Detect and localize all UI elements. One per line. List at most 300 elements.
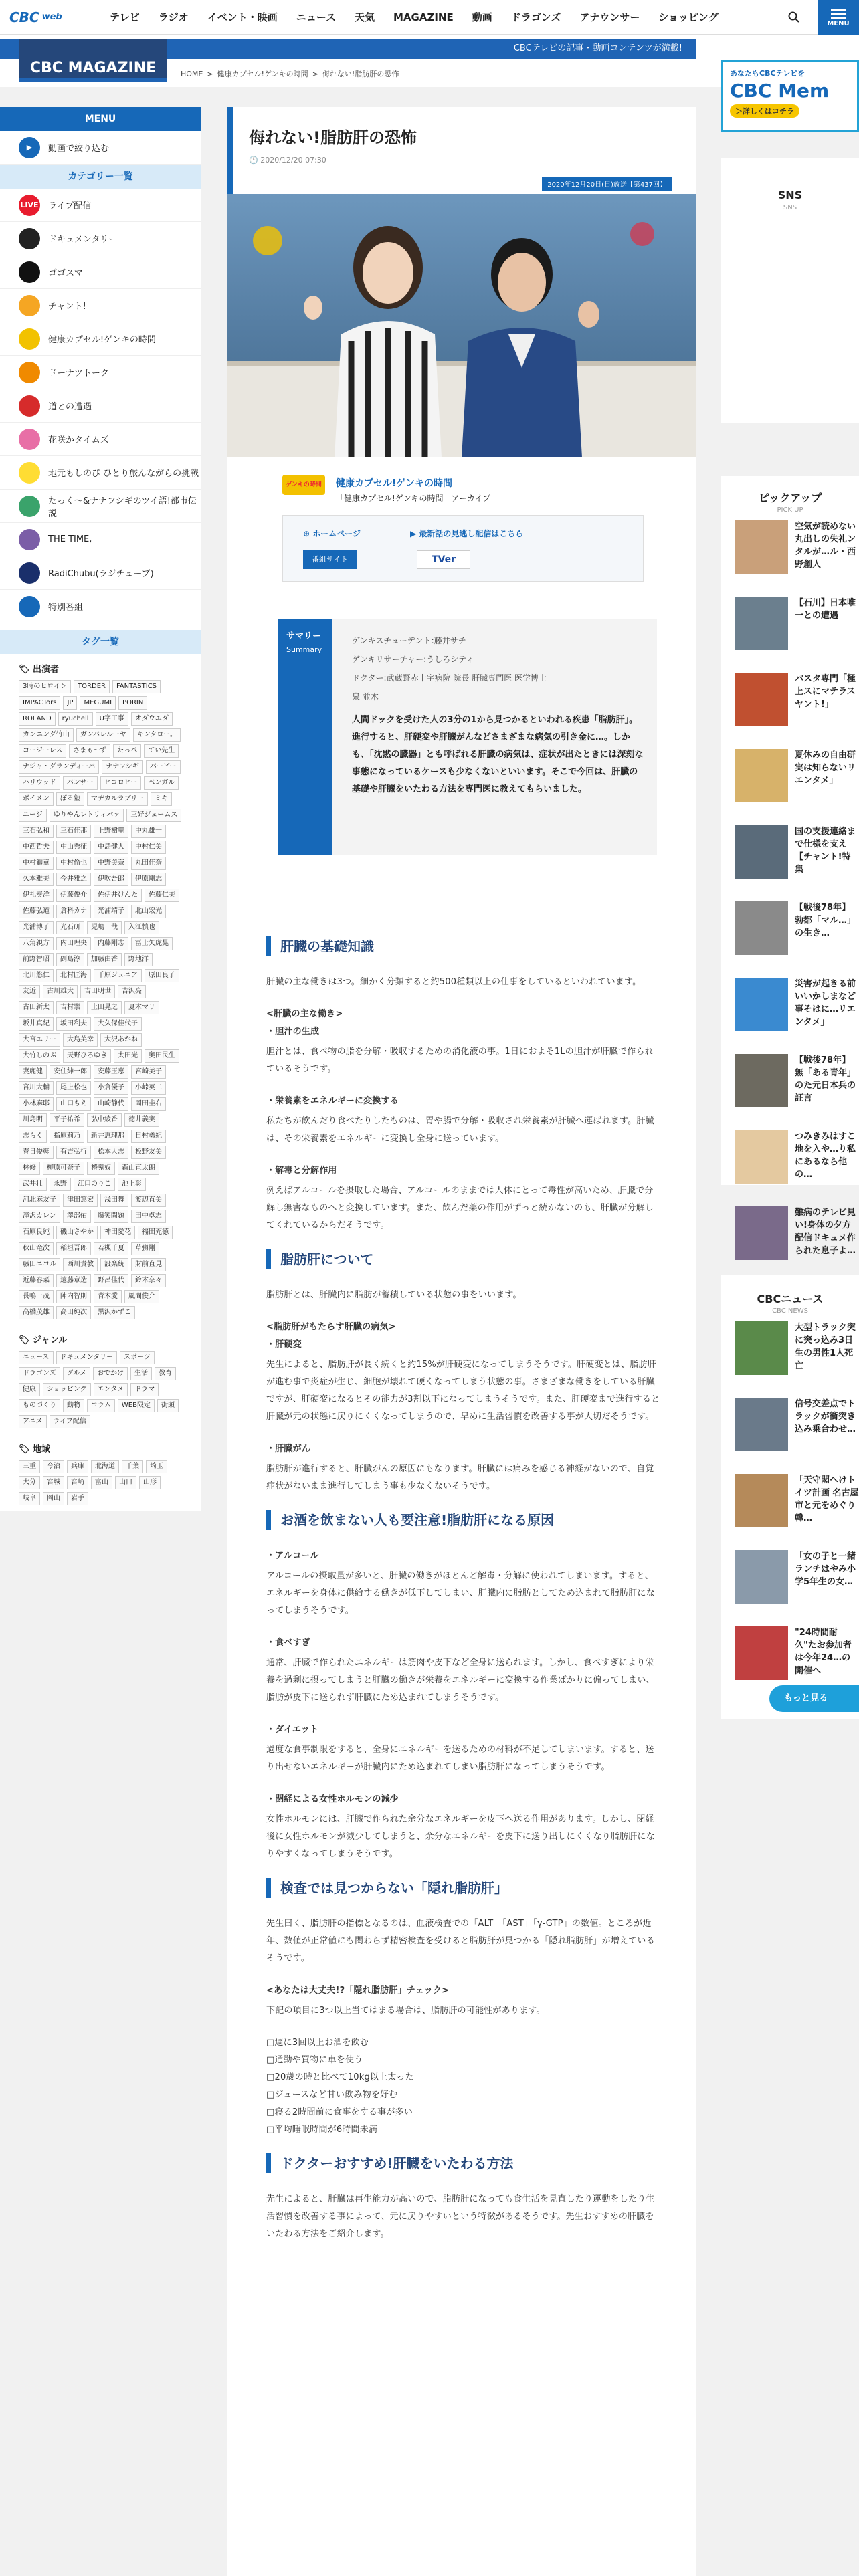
tag-link[interactable]: 北山宏光	[131, 905, 166, 918]
tag-link[interactable]: ニュース	[19, 1351, 54, 1364]
tag-link[interactable]: 鈴木奈々	[131, 1274, 166, 1287]
paragraph	[266, 1915, 661, 1967]
paragraph-text: 通常、肝臓で作られたエネルギーは筋肉や皮下など全身に送られます。しかし、食べすぎにより栄養を過剰に摂ってしまうと肝臓の働きが栄養をエネルギーに変換する作業ばかりに偏ってしまい、脂肪が皮下に送られず肝臓にため込まれてしまうそうです。	[266, 1658, 655, 1703]
nav-item[interactable]: テレビ	[110, 11, 140, 23]
tag-link[interactable]: 岐阜	[19, 1492, 40, 1505]
summary-box	[278, 619, 657, 855]
tag-link[interactable]: 大宮エリー	[19, 1033, 60, 1047]
program-site-button[interactable]: 番組サイト	[303, 550, 357, 569]
tag-link[interactable]: MEGUMI	[80, 696, 116, 710]
tag-link[interactable]: 上野樹里	[94, 825, 128, 838]
tag-link[interactable]: 磯山さやか	[56, 1226, 98, 1239]
nav-item[interactable]: ドラゴンズ	[510, 11, 561, 23]
paragraph	[266, 1791, 661, 1863]
sns-box	[721, 158, 859, 423]
homepage-link[interactable]: ⊕ ホームページ	[303, 529, 361, 538]
tag-link[interactable]: 生活	[130, 1367, 152, 1380]
category-icon	[19, 429, 40, 450]
tag-link[interactable]: 春日俊彰	[19, 1146, 54, 1159]
tag-link[interactable]: 今治	[43, 1460, 64, 1473]
tag-link[interactable]: 原田良子	[145, 969, 179, 982]
pickup-item[interactable]	[721, 1206, 859, 1276]
category-icon	[19, 462, 40, 484]
tag-link[interactable]: ミキ	[151, 792, 172, 806]
tag-link[interactable]: 内藤剛志	[94, 937, 128, 950]
tag-link[interactable]: ドキュメンタリー	[56, 1351, 118, 1364]
tag-link[interactable]: 大久保佳代子	[94, 1017, 142, 1031]
tag-link[interactable]: 奥田民生	[145, 1049, 179, 1063]
tag-link[interactable]: 佐藤弘道	[19, 905, 54, 918]
tag-link[interactable]: 佐伊井けんた	[94, 889, 142, 902]
tag-link[interactable]: 中村仁美	[131, 841, 166, 854]
tag-link[interactable]: 小林麻耶	[19, 1097, 54, 1111]
tag-link[interactable]: 川島明	[19, 1113, 47, 1127]
tag-link[interactable]: パーピー	[146, 760, 181, 774]
pickup-item[interactable]	[721, 1054, 859, 1123]
tag-link[interactable]: 黒沢かずこ	[94, 1306, 135, 1319]
tag-link[interactable]: 児嶋一哉	[87, 921, 122, 934]
tag-link[interactable]: U字工事	[96, 712, 128, 726]
tag-link[interactable]: TORDER	[74, 680, 110, 693]
news-title: CBCニュース	[757, 1293, 824, 1305]
tag-link[interactable]: 富山	[91, 1476, 112, 1489]
tag-link[interactable]: ライブ配信	[50, 1415, 90, 1428]
tag-link[interactable]: 草彅剛	[131, 1242, 159, 1255]
tag-link[interactable]: IMPACTors	[19, 696, 60, 710]
tag-link[interactable]: 三重	[19, 1460, 40, 1473]
nav-item[interactable]: 動画	[472, 11, 492, 23]
tag-link[interactable]: ryuchell	[58, 712, 93, 726]
checklist-item: □週に3回以上お酒を飲む	[266, 2038, 369, 2048]
tag-link[interactable]: 尾上松也	[56, 1081, 91, 1095]
tag-link[interactable]: 街頭	[157, 1399, 179, 1412]
nav-item[interactable]: 天気	[355, 11, 375, 23]
tag-link[interactable]: 坂田利夫	[56, 1017, 91, 1031]
breadcrumb-item[interactable]: 侮れない!脂肪肝の恐怖	[322, 70, 399, 78]
paragraph	[266, 1547, 661, 1620]
pickup-thumbnail	[735, 978, 788, 1031]
tag-link[interactable]: 教育	[155, 1367, 176, 1380]
pickup-item[interactable]	[721, 1130, 859, 1200]
breadcrumb-item[interactable]: HOME	[181, 70, 203, 78]
tag-link[interactable]: 吉村崇	[56, 1001, 84, 1014]
sidebar-item-category[interactable]	[0, 423, 201, 456]
program-name[interactable]: 健康カプセル!ゲンキの時間	[336, 478, 452, 489]
tag-link[interactable]: 山形	[139, 1476, 161, 1489]
tag-link[interactable]: ガンバレルーヤ	[76, 728, 130, 742]
tag-link[interactable]: 永野	[50, 1178, 71, 1191]
tag-link[interactable]: 遠藤章造	[56, 1274, 91, 1287]
tag-link[interactable]: マヂカルラブリー	[87, 792, 148, 806]
tag-link[interactable]: 柳原可奈子	[43, 1162, 84, 1175]
nav-items	[100, 0, 728, 35]
tag-link[interactable]: 中丸雄一	[131, 825, 166, 838]
sidebar-item-category[interactable]	[0, 222, 201, 255]
sidebar-item-category[interactable]	[0, 389, 201, 423]
tag-link[interactable]: 中西哲夫	[19, 841, 54, 854]
category-title: カテゴリー一覧	[0, 165, 201, 189]
tag-link[interactable]: ゆりやんレトリィバァ	[50, 809, 124, 822]
tag-link[interactable]: キンタロー。	[133, 728, 181, 742]
tag-link[interactable]: 今井雅之	[56, 873, 91, 886]
paragraph	[266, 1006, 661, 1078]
paragraph-text: 私たちが飲んだり食べたりしたものは、胃や腸で分解・吸収され栄養素が肝臓へ運ばれます。肝臓は、その栄養素をエネルギーに変換し全身に送っています。	[266, 1116, 654, 1144]
tag-link[interactable]: ナジャ・グランディーバ	[19, 760, 99, 774]
news-item[interactable]	[721, 1398, 859, 1467]
tag-link[interactable]: ROLAND	[19, 712, 56, 726]
tag-link[interactable]: 古田新太	[19, 1001, 54, 1014]
pickup-item[interactable]	[721, 825, 859, 895]
tag-link[interactable]: 安藤玉恵	[94, 1065, 128, 1079]
tag-link[interactable]: 丸田佳奈	[131, 857, 166, 870]
nav-item[interactable]: アナウンサー	[579, 11, 640, 23]
tag-link[interactable]: 大島美幸	[63, 1033, 98, 1047]
tag-link[interactable]: 澤部佑	[63, 1210, 91, 1223]
tag-link[interactable]: さまぁ～ず	[69, 744, 110, 758]
tag-link[interactable]: 青木愛	[94, 1290, 122, 1303]
tag-link[interactable]: 友近	[19, 985, 40, 998]
tag-link[interactable]: 加藤由香	[87, 953, 122, 966]
tag-link[interactable]: 弘中綾香	[87, 1113, 122, 1127]
paragraph	[266, 1440, 661, 1495]
tag-link[interactable]: 武井壮	[19, 1178, 47, 1191]
tag-link[interactable]: 太田光	[114, 1049, 142, 1063]
tag-link[interactable]: 岡山	[43, 1492, 64, 1505]
cast-line: 泉 並木	[352, 692, 379, 702]
tag-link[interactable]: 森山直太朗	[118, 1162, 159, 1175]
tag-link[interactable]: PORIN	[118, 696, 147, 710]
member-ad-title: CBC Mem	[730, 80, 830, 102]
tag-link[interactable]: 日村勇紀	[131, 1130, 166, 1143]
program-box	[276, 468, 650, 588]
tag-link[interactable]: 指原莉乃	[50, 1130, 84, 1143]
tag-link[interactable]: 光浦博子	[19, 921, 54, 934]
tag-link[interactable]: 岡田圭右	[131, 1097, 166, 1111]
tag-link[interactable]: 設楽統	[100, 1258, 128, 1271]
tag-link[interactable]: ユージ	[19, 809, 47, 822]
tag-link[interactable]: 津田篤宏	[63, 1194, 98, 1207]
tag-link[interactable]: ショッピング	[43, 1383, 91, 1396]
sidebar-item-label: ドキュメンタリー	[48, 235, 118, 245]
tag-link[interactable]: 石原良純	[19, 1226, 54, 1239]
tag-link[interactable]: 佐藤仁美	[145, 889, 179, 902]
tag-link[interactable]: 志らく	[19, 1130, 47, 1143]
tag-link[interactable]: オダウエダ	[131, 712, 173, 726]
sidebar-item-label: 健康カプセル!ゲンキの時間	[48, 335, 156, 345]
tag-link[interactable]: 古川雄大	[43, 985, 78, 998]
checklist-item: □20歳の時と比べて10kg以上太った	[266, 2072, 414, 2082]
sidebar-item-category[interactable]	[0, 289, 201, 322]
paragraph-subheading: ・肝臓がん	[266, 1444, 311, 1454]
sidebar-item-category[interactable]	[0, 189, 201, 222]
paragraph-text: 例えばアルコールを摂取した場合、アルコールのままでは人体にとって毒性が高いため、肝臓で分解し無害なものへと変換しています。また、飲んだ薬の作用がずっと続かないのも、肝臓が分解してくれているからだそうです。	[266, 1186, 654, 1230]
tag-link[interactable]: たっぺ	[113, 744, 141, 758]
sidebar-item-label: チャント!	[48, 302, 86, 312]
tag-link[interactable]: 財前直見	[131, 1258, 166, 1271]
tag-link[interactable]: 北川悠仁	[19, 969, 54, 982]
pickup-item[interactable]	[721, 901, 859, 971]
tag-link[interactable]: 大沢あかね	[100, 1033, 142, 1047]
genre-title: 🏷 ジャンル	[19, 1335, 68, 1346]
cbc-web-logo[interactable]	[0, 0, 100, 35]
tag-link[interactable]: コラム	[87, 1399, 115, 1412]
tag-link[interactable]: ヒコロヒー	[100, 776, 142, 790]
tag-link[interactable]: 板野友美	[131, 1146, 166, 1159]
pickup-thumbnail	[735, 1054, 788, 1107]
checklist-item: □ジュースなど甘い飲み物を好む	[266, 2090, 398, 2100]
tag-link[interactable]: 伊吹吾郎	[94, 873, 128, 886]
tag-link[interactable]: 新井恵理那	[87, 1130, 128, 1143]
tag-link[interactable]: 兵庫	[67, 1460, 88, 1473]
tag-link[interactable]: 滝沢カレン	[19, 1210, 60, 1223]
tag-link[interactable]: 大竹しのぶ	[19, 1049, 60, 1063]
magazine-title[interactable]: CBC MAGAZINE	[19, 39, 167, 82]
tag-link[interactable]: 岩手	[67, 1492, 88, 1505]
left-sidebar	[0, 107, 201, 1511]
tag-link[interactable]: エンタメ	[94, 1383, 128, 1396]
nav-item[interactable]: ショッピング	[658, 11, 719, 23]
pickup-item[interactable]	[721, 520, 859, 590]
tag-link[interactable]: 山口もえ	[56, 1097, 91, 1111]
tag-link[interactable]: コージーレス	[19, 744, 66, 758]
paragraph	[266, 1093, 661, 1148]
tag-link[interactable]: 久本雅美	[19, 873, 54, 886]
category-icon	[19, 328, 40, 350]
tag-link[interactable]: 3時のヒロイン	[19, 680, 71, 693]
tag-link[interactable]: 天野ひろゆき	[63, 1049, 111, 1063]
tag-link[interactable]: 高橋茂雄	[19, 1306, 54, 1319]
performer-tags	[0, 654, 201, 1325]
tag-link[interactable]: 徳井義実	[124, 1113, 159, 1127]
news-item[interactable]	[721, 1474, 859, 1543]
checklist-item: □通勤や買物に車を使う	[266, 2055, 363, 2065]
nav-item[interactable]: MAGAZINE	[393, 11, 454, 23]
tag-link[interactable]: 河北麻友子	[19, 1194, 60, 1207]
tag-link[interactable]: 光浦靖子	[94, 905, 128, 918]
tag-link[interactable]: 内田理央	[56, 937, 91, 950]
tag-link[interactable]: 中野美奈	[94, 857, 128, 870]
paragraph	[266, 1319, 661, 1426]
pickup-thumbnail	[735, 520, 788, 574]
tag-link[interactable]: 宮城	[43, 1476, 64, 1489]
tag-link[interactable]: 平子祐希	[50, 1113, 84, 1127]
sidebar-item-category[interactable]	[0, 556, 201, 590]
tag-link[interactable]: 三石弘和	[19, 825, 54, 838]
tag-link[interactable]: バンサー	[63, 776, 98, 790]
news-thumbnail	[735, 1321, 788, 1375]
tag-link[interactable]: 安住紳一郎	[50, 1065, 91, 1079]
breadcrumb-item[interactable]: 健康カプセル!ゲンキの時間	[217, 70, 308, 78]
tag-link[interactable]: 冨士矢虎晃	[131, 937, 173, 950]
tag-link[interactable]: ぼる塾	[56, 792, 84, 806]
tag-link[interactable]: 椿鬼奴	[87, 1162, 115, 1175]
tag-link[interactable]: 長嶋一茂	[19, 1290, 54, 1303]
sidebar-item-category[interactable]	[0, 590, 201, 623]
category-icon	[19, 529, 40, 550]
sidebar-item-category[interactable]	[0, 322, 201, 356]
pickup-title: 【石川】日本唯一との遭遇	[795, 598, 856, 621]
tag-link[interactable]: 山崎静代	[94, 1097, 128, 1111]
tag-link[interactable]: 稲垣吾郎	[56, 1242, 91, 1255]
tag-link[interactable]: おでかけ	[93, 1367, 128, 1380]
section-heading: 肝臓の基礎知識	[266, 936, 661, 956]
sidebar-item-category[interactable]	[0, 356, 201, 389]
tag-link[interactable]: 宮崎	[67, 1476, 88, 1489]
tag-link[interactable]: 三好ジェームス	[126, 809, 181, 822]
tag-link[interactable]: 陣内智則	[56, 1290, 91, 1303]
article-body	[266, 936, 661, 2258]
tag-link[interactable]: 林修	[19, 1162, 40, 1175]
tag-link[interactable]: 動物	[63, 1399, 84, 1412]
tag-link[interactable]: 入江慎也	[124, 921, 159, 934]
tag-link[interactable]: グルメ	[63, 1367, 90, 1380]
sidebar-item-category[interactable]	[0, 456, 201, 490]
paragraph-text: 肝臓の主な働きは3つ。細かく分類すると約500種類以上の仕事をしているといわれています。	[266, 977, 642, 987]
tag-link[interactable]: ハリウッド	[19, 776, 60, 790]
pickup-thumbnail	[735, 749, 788, 802]
tag-link[interactable]: 妻鹿健	[19, 1065, 47, 1079]
tver-button[interactable]: TVer	[417, 550, 470, 569]
tag-link[interactable]: ナナフシギ	[102, 760, 143, 774]
pickup-item[interactable]	[721, 673, 859, 742]
tag-link[interactable]: 伊藤俊介	[56, 889, 91, 902]
tag-link[interactable]: 三石佳那	[56, 825, 91, 838]
category-icon	[19, 562, 40, 584]
tag-link[interactable]: 藤田ニコル	[19, 1258, 60, 1271]
article	[227, 107, 696, 2576]
paragraph	[266, 1287, 661, 1304]
sidebar-item-video[interactable]	[0, 131, 201, 165]
more-button[interactable]: もっと見る	[769, 1685, 859, 1712]
sidebar-item-category[interactable]	[0, 255, 201, 289]
tag-link[interactable]: 夏木マリ	[124, 1001, 159, 1014]
sidebar-item-label: ゴゴスマ	[48, 268, 83, 278]
tag-link[interactable]: 大分	[19, 1476, 40, 1489]
tag-link[interactable]: FANTASTICS	[112, 680, 161, 693]
tag-link[interactable]: 伊礼奏洋	[19, 889, 54, 902]
tag-link[interactable]: 中村倫也	[56, 857, 91, 870]
category-icon	[19, 395, 40, 417]
pickup-sub: PICK UP	[777, 506, 803, 514]
sidebar-item-category[interactable]	[0, 523, 201, 556]
pickup-item[interactable]	[721, 978, 859, 1047]
news-item[interactable]	[721, 1321, 859, 1391]
nav-item[interactable]: ラジオ	[158, 11, 189, 23]
tag-link[interactable]: 吉田明世	[80, 985, 115, 998]
tag-link[interactable]: 西川貴教	[63, 1258, 98, 1271]
tag-link[interactable]: 埼玉	[146, 1460, 167, 1473]
tag-link[interactable]: 伊原剛志	[131, 873, 166, 886]
tag-link[interactable]: 土田晃之	[87, 1001, 122, 1014]
tag-link[interactable]: WEB限定	[118, 1399, 155, 1412]
tag-link[interactable]: 吉沢亮	[118, 985, 146, 998]
nav-item[interactable]: イベント・映画	[207, 11, 278, 23]
tag-link[interactable]: 近藤春菜	[19, 1274, 54, 1287]
tag-link[interactable]: 千原ジュニア	[94, 969, 142, 982]
tag-link[interactable]: 福田充徳	[138, 1226, 173, 1239]
tag-link[interactable]: ドラマ	[130, 1383, 159, 1396]
sns-sub: SNS	[783, 204, 797, 211]
tag-link[interactable]: 野地洋	[124, 953, 153, 966]
tag-link[interactable]: ものづくり	[19, 1399, 60, 1412]
program-archive[interactable]: 「健康カプセル!ゲンキの時間」アーカイブ	[336, 494, 491, 503]
tag-link[interactable]: 野呂佳代	[94, 1274, 128, 1287]
news-box	[721, 1275, 859, 1719]
tag-link[interactable]: 光石研	[56, 921, 84, 934]
summary-lead: 人間ドックを受けた人の3分の1から見つかるといわれる疾患「脂肪肝」。進行すると、肝硬変や肝臓がんなどさまざまな病気の引き金に…。しかも、「沈黙の臓器」とも呼ばれる肝臓の病気は、症状が出たときには深刻な事態になっているケースも少なくないといいます。そこで今回は、肝臓の基礎や肝臓をいたわる方法を専門医に教えてもらいました。	[352, 715, 644, 794]
pickup-thumbnail	[735, 1130, 788, 1184]
nav-item[interactable]: ニュース	[296, 11, 336, 23]
tag-link[interactable]: 中島健人	[94, 841, 128, 854]
tag-link[interactable]: 山口	[115, 1476, 136, 1489]
tag-link[interactable]: 風間俊介	[124, 1290, 159, 1303]
member-ad[interactable]	[721, 60, 859, 132]
tag-link[interactable]: 高田純次	[56, 1306, 91, 1319]
tag-link[interactable]: 神田愛花	[100, 1226, 135, 1239]
tag-link[interactable]: 坂井真紀	[19, 1017, 54, 1031]
tag-link[interactable]: 八角親方	[19, 937, 54, 950]
tag-link[interactable]: カンニング竹山	[19, 728, 74, 742]
tag-link[interactable]: 秋山竜次	[19, 1242, 54, 1255]
tag-link[interactable]: てい先生	[144, 744, 179, 758]
region-tag-list	[19, 1460, 182, 1505]
tag-link[interactable]: 爆笑問題	[94, 1210, 128, 1223]
category-icon: LIVE	[19, 195, 40, 216]
tag-link[interactable]: 田中卓志	[131, 1210, 166, 1223]
tag-link[interactable]: 宮崎美子	[131, 1065, 166, 1079]
tag-link[interactable]: ドラゴンズ	[19, 1367, 60, 1380]
tag-link[interactable]: 松本人志	[94, 1146, 128, 1159]
tag-link[interactable]: 宮川大輔	[19, 1081, 54, 1095]
tag-link[interactable]: 若槻千夏	[94, 1242, 128, 1255]
global-nav	[0, 0, 859, 35]
tag-link[interactable]: 北海道	[91, 1460, 119, 1473]
tag-link[interactable]: 江口のりこ	[74, 1178, 115, 1191]
tag-link[interactable]: スポーツ	[120, 1351, 155, 1364]
tag-link[interactable]: 中村獅童	[19, 857, 54, 870]
member-ad-more[interactable]: ＞詳しくはコチラ	[730, 104, 799, 118]
tag-link[interactable]: 渡辺直美	[131, 1194, 166, 1207]
tag-link[interactable]: ベンガル	[144, 776, 179, 790]
paragraph-text: 過度な食事制限をすると、全身にエネルギーを送るための材料が不足してしまいます。すると、送り出せないエネルギーが肝臓内にため込まれてしまい脂肪肝になってしまうそうです。	[266, 1745, 654, 1772]
tag-link[interactable]: ボイメン	[19, 792, 54, 806]
tag-link[interactable]: 浅田舞	[100, 1194, 128, 1207]
sidebar-item-category[interactable]	[0, 490, 201, 523]
search-icon[interactable]	[783, 0, 805, 35]
tag-link[interactable]: 北村匠海	[56, 969, 91, 982]
tag-link[interactable]: 小倉優子	[94, 1081, 128, 1095]
tag-link[interactable]: アニメ	[19, 1415, 47, 1428]
latest-episode-link[interactable]: ▶ 最新話の見逃し配信はこちら	[410, 529, 524, 538]
tag-link[interactable]: 倉科カナ	[56, 905, 91, 918]
tag-title: タグ一覧	[0, 630, 201, 654]
pickup-item[interactable]	[721, 597, 859, 666]
pickup-list	[721, 520, 859, 1276]
tag-link[interactable]: 池上彰	[118, 1178, 146, 1191]
tag-link[interactable]: 副島淳	[56, 953, 84, 966]
tag-link[interactable]: 有吉弘行	[56, 1146, 91, 1159]
tag-link[interactable]: 前野智昭	[19, 953, 54, 966]
tag-link[interactable]: 健康	[19, 1383, 40, 1396]
pickup-item[interactable]	[721, 749, 859, 819]
tag-link[interactable]: 千葉	[122, 1460, 143, 1473]
tag-link[interactable]: 中山秀征	[56, 841, 91, 854]
paragraph-subheading: <肝臓の主な働き> ・胆汁の生成	[266, 1009, 343, 1037]
menu-button[interactable]	[818, 0, 859, 35]
news-item[interactable]	[721, 1550, 859, 1620]
tag-link[interactable]: 小峠英二	[131, 1081, 166, 1095]
tag-link[interactable]: JP	[63, 696, 77, 710]
